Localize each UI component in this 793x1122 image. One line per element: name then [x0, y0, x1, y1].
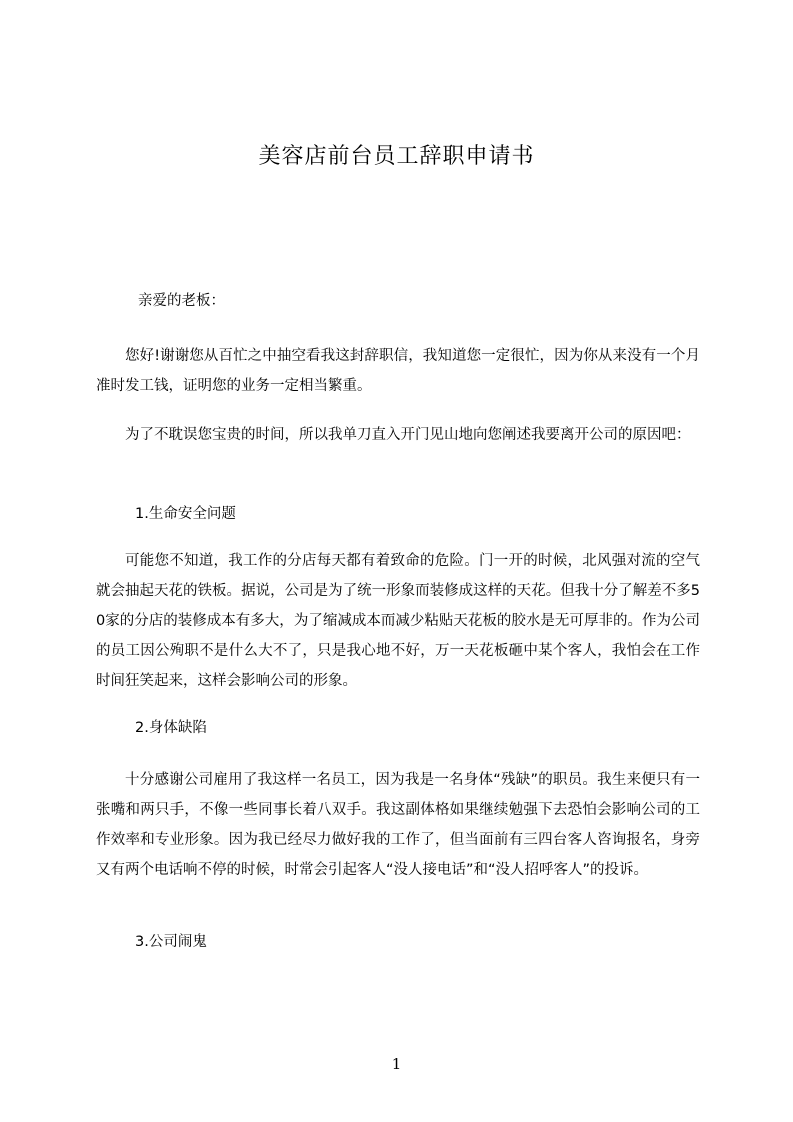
document-title: 美容店前台员工辞职申请书 [258, 144, 535, 169]
paragraph-text: 您好!谢谢您从百忙之中抽空看我这封辞职信，我知道您一定很忙，因为你从来没有一个月准时发工钱，证明您的业务一定相当繁重。 [96, 348, 700, 394]
paragraph-intro [96, 420, 700, 450]
paragraph-body-defect [96, 765, 700, 885]
page-number: 1 [391, 1055, 402, 1073]
salutation: 亲爱的老板： [138, 293, 225, 309]
paragraph-safety [96, 546, 700, 696]
section-heading-3: 3.公司闹鬼 [135, 934, 207, 950]
section-heading-2: 2.身体缺陷 [135, 720, 207, 736]
paragraph-greeting [96, 341, 700, 401]
section-heading-1: 1.生命安全问题 [135, 506, 236, 522]
paragraph-text: 为了不耽误您宝贵的时间，所以我单刀直入开门见山地向您阐述我要离开公司的原因吧： [125, 427, 691, 443]
paragraph-text: 十分感谢公司雇用了我这样一名员工，因为我是一名身体“残缺”的职员。我生来便只有一张嘴和两只手，不像一些同事长着八双手。我这副体格如果继续勉强下去恐怕会影响公司的工作效率和专业形象。因为我已经尽力做好我的工作了，但当面前有三四台客人咨询报名，身旁又有两个电话响不停的时候，时常会引起客人“没人接电话”和“没人招呼客人”的投诉。 [96, 772, 700, 878]
paragraph-text: 可能您不知道，我工作的分店每天都有着致命的危险。门一开的时候，北风强对流的空气就会抽起天花的铁板。据说，公司是为了统一形象而装修成这样的天花。但我十分了解差不多50家的分店的装修成本有多大，为了缩减成本而减少粘贴天花板的胶水是无可厚非的。作为公司的员工因公殉职不是什么大不了，只是我心地不好，万一天花板砸中某个客人，我怕会在工作时间狂笑起来，这样会影响公司的形象。 [96, 553, 700, 689]
